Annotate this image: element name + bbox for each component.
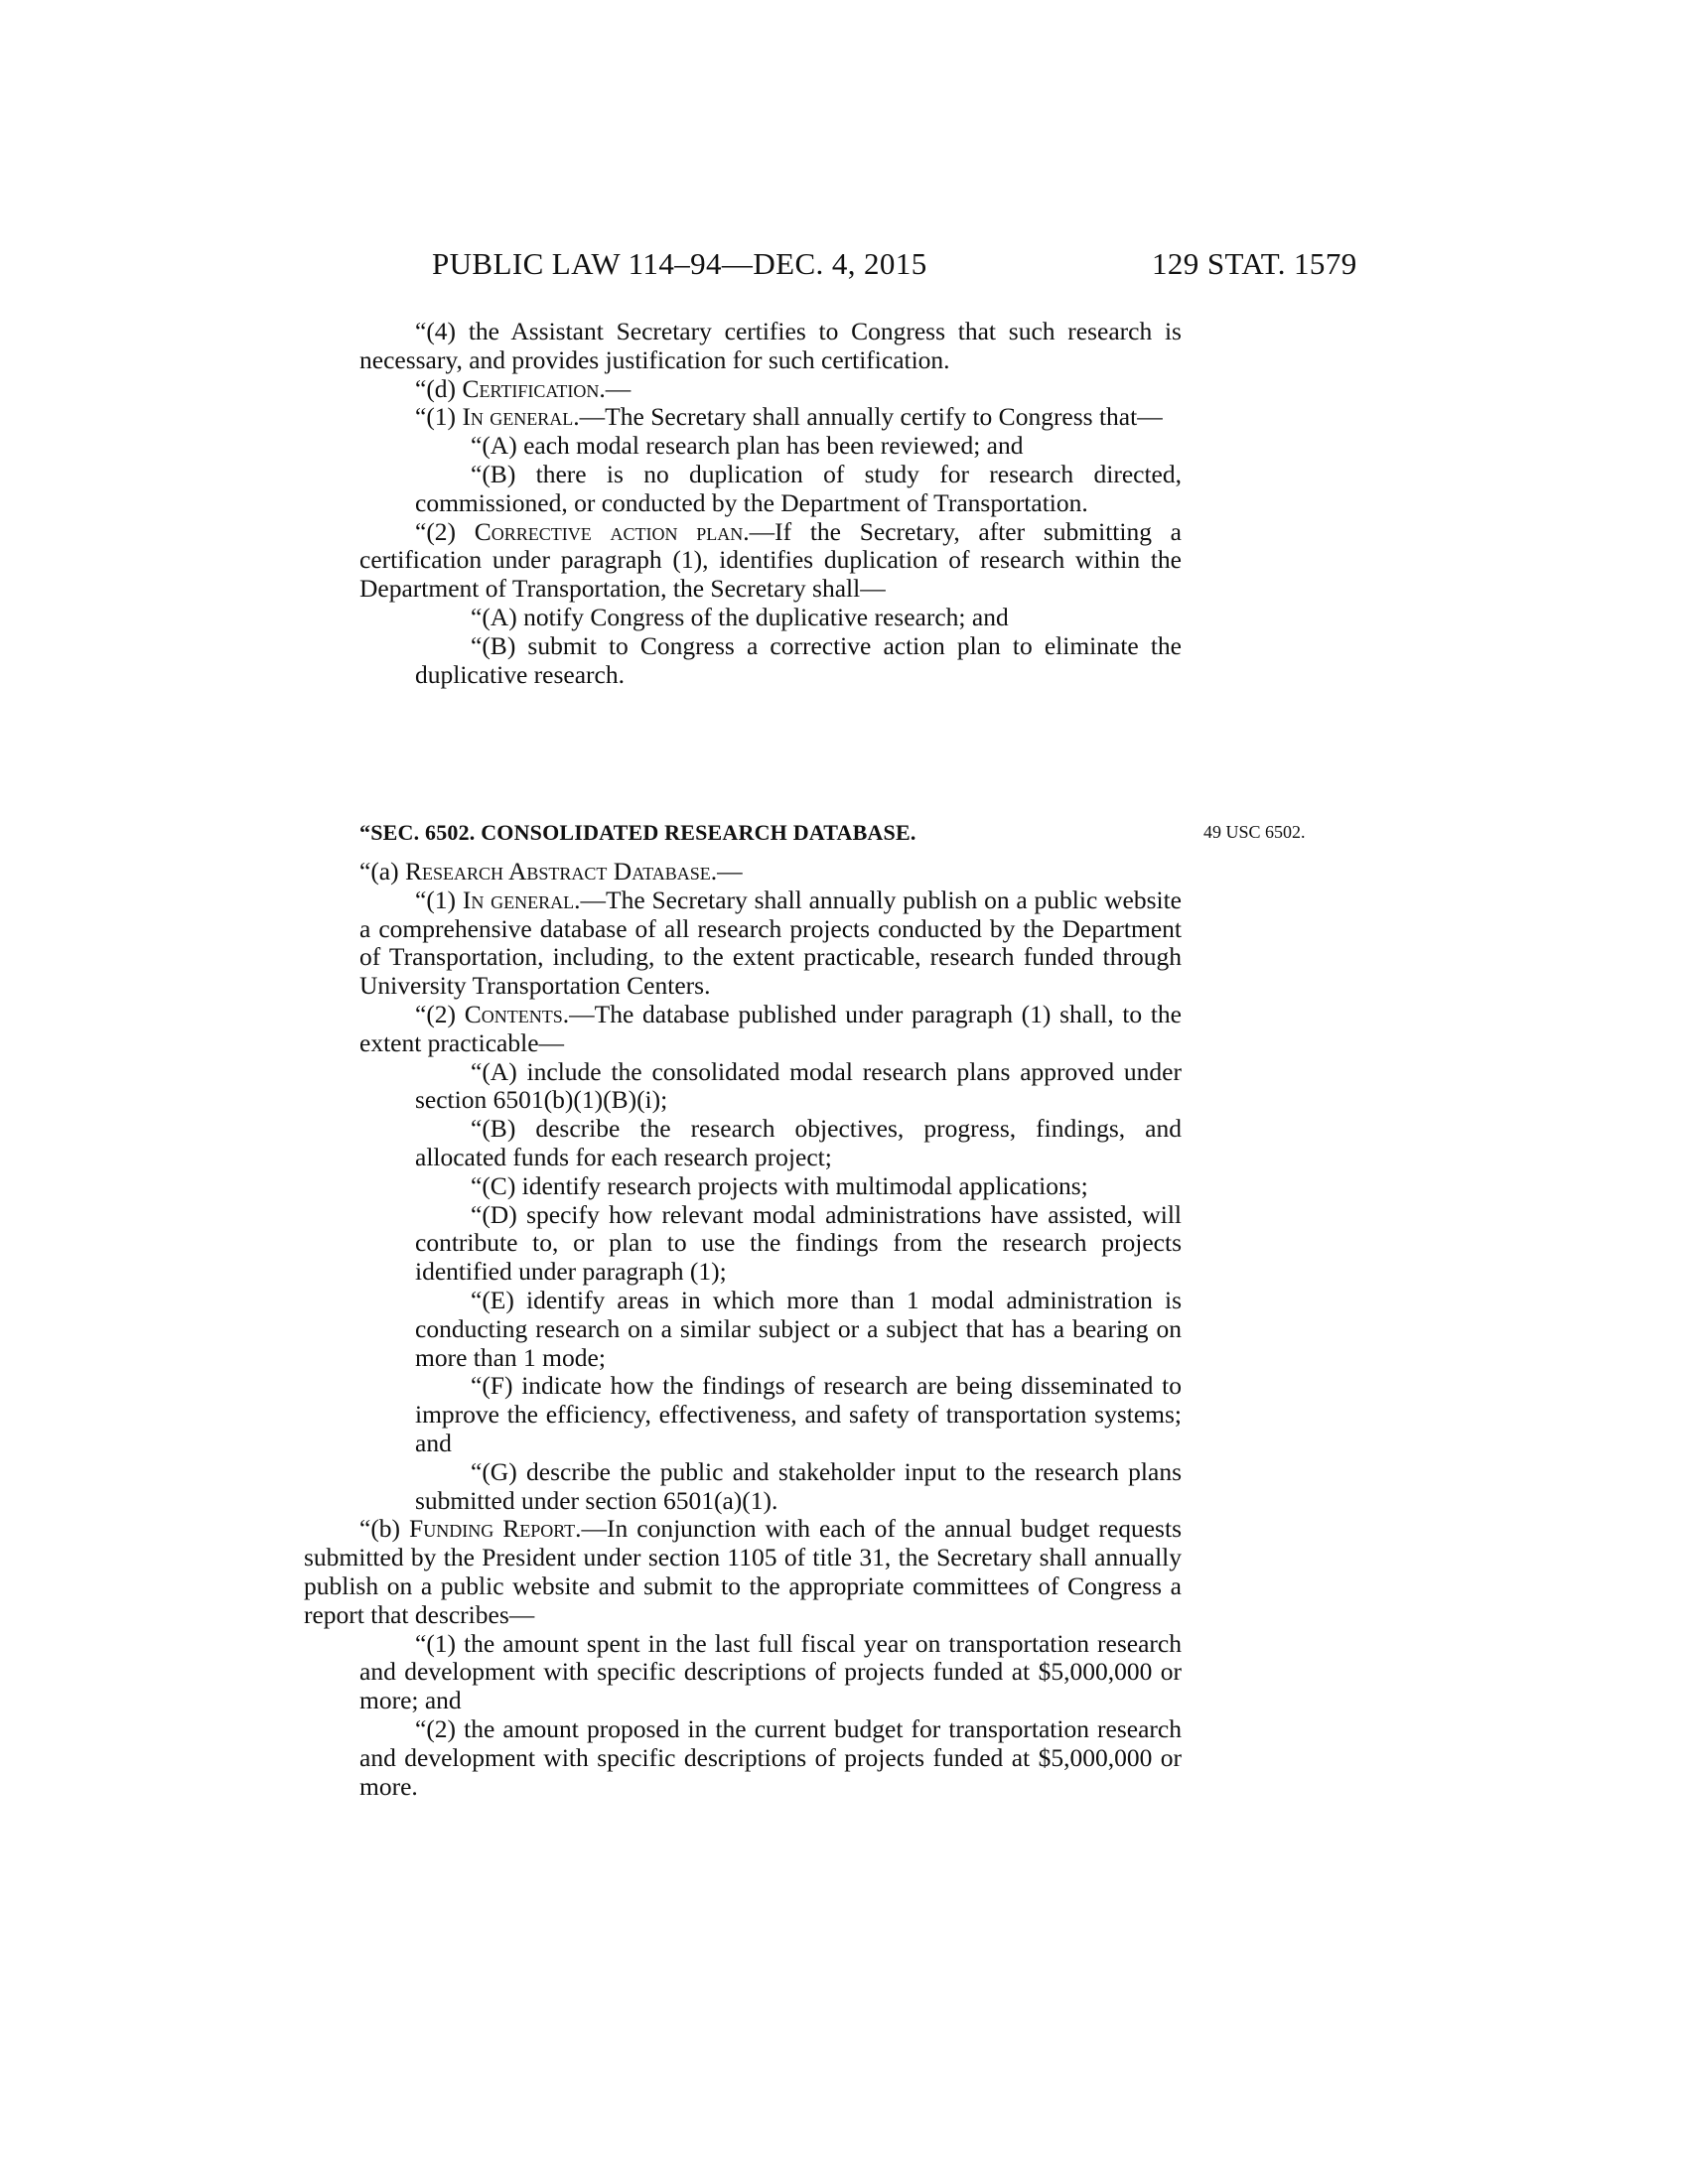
- paragraph-d2-prefix: “(2): [415, 516, 475, 546]
- paragraph-d1-title: In general: [462, 402, 574, 432]
- subsection-b-text: .—In conjunction with each of the annual budget requests submitted by the President under section 1105 of title 31, the Secretary shall annually publish on a public website and submit to the appropriate committees of Congress a report that describes—: [304, 1514, 1182, 1629]
- paragraph-a1-title: In general: [462, 885, 575, 914]
- paragraph-b2: “(2) the amount proposed in the current budget for transportation research and development with specific descriptions of projects funded at $5,000,000 or more.: [359, 1713, 1182, 1801]
- clause-d1A: “(A) each modal research plan has been reviewed; and: [471, 431, 1024, 461]
- paragraph-d1-prefix: “(1): [415, 402, 463, 432]
- subsection-d-title: Certification: [462, 373, 600, 403]
- subsection-a-prefix: “(a): [359, 857, 405, 886]
- clause-d2A: “(A) notify Congress of the duplicative research; and: [471, 602, 1009, 631]
- clause-a2E: “(E) identify areas in which more than 1 modal administration is conducting research on a similar subject or a subject that has a bearing on more than 1 mode;: [415, 1285, 1182, 1372]
- paragraph-c4: “(4) the Assistant Secretary certifies to Congress that such research is necessary, and provides justification for such certification.: [359, 317, 1182, 374]
- section-heading: “SEC. 6502. CONSOLIDATED RESEARCH DATABASE.: [359, 820, 916, 845]
- body-part-1: [359, 318, 1182, 689]
- clause-a2G: “(G) describe the public and stakeholder input to the research plans submitted under section 6501(a)(1).: [415, 1456, 1182, 1515]
- paragraph-d1: [359, 403, 1182, 432]
- page-header: [0, 246, 1688, 286]
- clause-a2C: “(C) identify research projects with multimodal applications;: [471, 1170, 1088, 1200]
- paragraph-a1-prefix: “(1): [415, 885, 463, 914]
- subsection-b: [304, 1515, 1182, 1629]
- clause-d1B: “(B) there is no duplication of study for research directed, commissioned, or conducted by the Department of Transportation.: [415, 459, 1182, 517]
- subsection-a-suffix: .—: [710, 857, 743, 886]
- paragraph-d2-text: .—If the Secretary, after submitting a certification under paragraph (1), identifies duplication of research within the Department of Transportation, the Secretary shall—: [359, 516, 1182, 604]
- clause-a2A: “(A) include the consolidated modal research plans approved under section 6501(b)(1)(B)(i);: [415, 1056, 1182, 1115]
- paragraph-a1-text: .—The Secretary shall annually publish on a public website a comprehensive database of all research projects conducted by the Department of Transportation, including, to the extent practicable, research funded through University Transportation Centers.: [359, 885, 1182, 1001]
- subsection-b-prefix: “(b): [359, 1514, 410, 1544]
- header-citation: PUBLIC LAW 114–94—DEC. 4, 2015: [432, 246, 927, 281]
- subsection-a-title: Research Abstract Database: [405, 857, 711, 886]
- paragraph-a2: [304, 1001, 1182, 1058]
- paragraph-b1: “(1) the amount spent in the last full fiscal year on transportation research and development with specific descriptions of projects funded at $5,000,000 or more; and: [359, 1628, 1182, 1715]
- subsection-d-heading: [359, 375, 1182, 404]
- paragraph-a1: [304, 887, 1182, 1001]
- margin-note: 49 USC 6502.: [1203, 822, 1306, 842]
- subsection-d-prefix: “(d): [415, 373, 463, 403]
- clause-a2B: “(B) describe the research objectives, progress, findings, and allocated funds for each research project;: [415, 1114, 1182, 1171]
- subsection-b-title: Funding Report: [409, 1514, 576, 1544]
- paragraph-a2-title: Contents: [464, 999, 563, 1028]
- clause-a2D: “(D) specify how relevant modal administrations have assisted, will contribute to, or plan to use the findings from the research projects identified under paragraph (1);: [415, 1199, 1182, 1287]
- paragraph-d2-title: Corrective action plan: [474, 516, 744, 546]
- paragraph-a2-prefix: “(2): [415, 999, 465, 1028]
- clause-d2B: “(B) submit to Congress a corrective action plan to eliminate the duplicative research.: [415, 630, 1182, 689]
- subsection-a-heading: [304, 858, 1182, 887]
- header-stat-page: 129 STAT. 1579: [1152, 246, 1357, 281]
- subsection-d-suffix: .—: [599, 373, 632, 403]
- paragraph-a2-text: .—The database published under paragraph (1) shall, to the extent practicable—: [359, 999, 1182, 1057]
- paragraph-d1-text: .—The Secretary shall annually certify to Congress that—: [573, 402, 1163, 432]
- paragraph-d2: [359, 518, 1182, 604]
- clause-a2F: “(F) indicate how the findings of research are being disseminated to improve the efficiency, effectiveness, and safety of transportation systems; and: [415, 1371, 1182, 1457]
- body-part-2: [304, 858, 1182, 1801]
